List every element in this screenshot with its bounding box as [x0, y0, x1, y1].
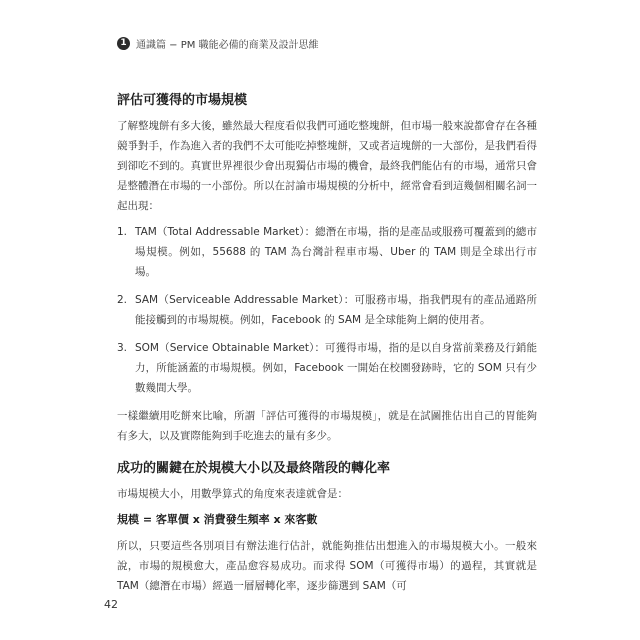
- section-heading-market-size: 評估可獲得的市場規模: [117, 93, 248, 108]
- list-text: TAM（Total Addressable Market）：總潛在市場，指的是產品或服務可覆蓋到的總市場規模。例如，55688 的 TAM 為台灣計程車市場、Uber 的 TAM 則是全球出行市場。: [135, 226, 537, 278]
- page-number: 42: [104, 598, 118, 611]
- list-text: SOM（Service Obtainable Market）：可獲得市場，指的是以自身當前業務及行銷能力，所能涵蓋的市場規模。例如，Facebook 一開始在校園發跡時，它的 SOM 只有少數幾間大學。: [135, 342, 537, 394]
- closing-paragraph: 一樣繼續用吃餅來比喻，所謂「評估可獲得的市場規模」，就是在試圖推估出自己的胃能夠有多大，以及實際能夠到手吃進去的量有多少。: [117, 410, 537, 442]
- formula-intro: 市場規模大小，用數學算式的角度來表達就會是：: [117, 488, 348, 500]
- chapter-title: 通識篇 − PM 職能必備的商業及設計思維: [136, 40, 319, 51]
- list-item-sam: [117, 290, 537, 330]
- list-number: 1.: [117, 226, 128, 238]
- chapter-badge: 1: [117, 37, 130, 50]
- list-text: SAM（Serviceable Addressable Market）：可服務市場，指我們現有的產品通路所能接觸到的市場規模。例如，Facebook 的 SAM 是全球能夠上網的使用者。: [135, 294, 537, 326]
- running-header: [117, 36, 319, 51]
- section-heading-conversion: 成功的關鍵在於規模大小以及最終階段的轉化率: [117, 461, 391, 476]
- list-number: 3.: [117, 342, 128, 354]
- list-number: 2.: [117, 294, 128, 306]
- market-terms-list: [117, 222, 537, 398]
- intro-paragraph: 了解整塊餅有多大後，雖然最大程度看似我們可通吃整塊餅，但市場一般來說都會存在各種競爭對手，作為進入者的我們不太可能吃掉整塊餅，又或者這塊餅的一大部份，是我們看得到卻吃不到的。真實世界裡很少會出現獨佔市場的機會，最終我們能佔有的市場，通常只會是整體潛在市場的一小部份。所以在討論市場規模的分析中，經常會看到這幾個相關名詞一起出現：: [117, 120, 537, 212]
- list-item-som: [117, 338, 537, 398]
- list-item-tam: [117, 222, 537, 282]
- page-content: [117, 92, 537, 596]
- market-size-formula: 規模 = 客單價 x 消費發生頻率 x 來客數: [117, 513, 318, 526]
- body-paragraph: 所以，只要這些各別項目有辦法進行估計，就能夠推估出想進入的市場規模大小。一般來說，市場的規模愈大，產品愈容易成功。而求得 SOM（可獲得市場）的過程，其實就是 TAM（總潛在市場）經過一層層轉化率，逐步篩選到 SAM（可: [117, 540, 537, 592]
